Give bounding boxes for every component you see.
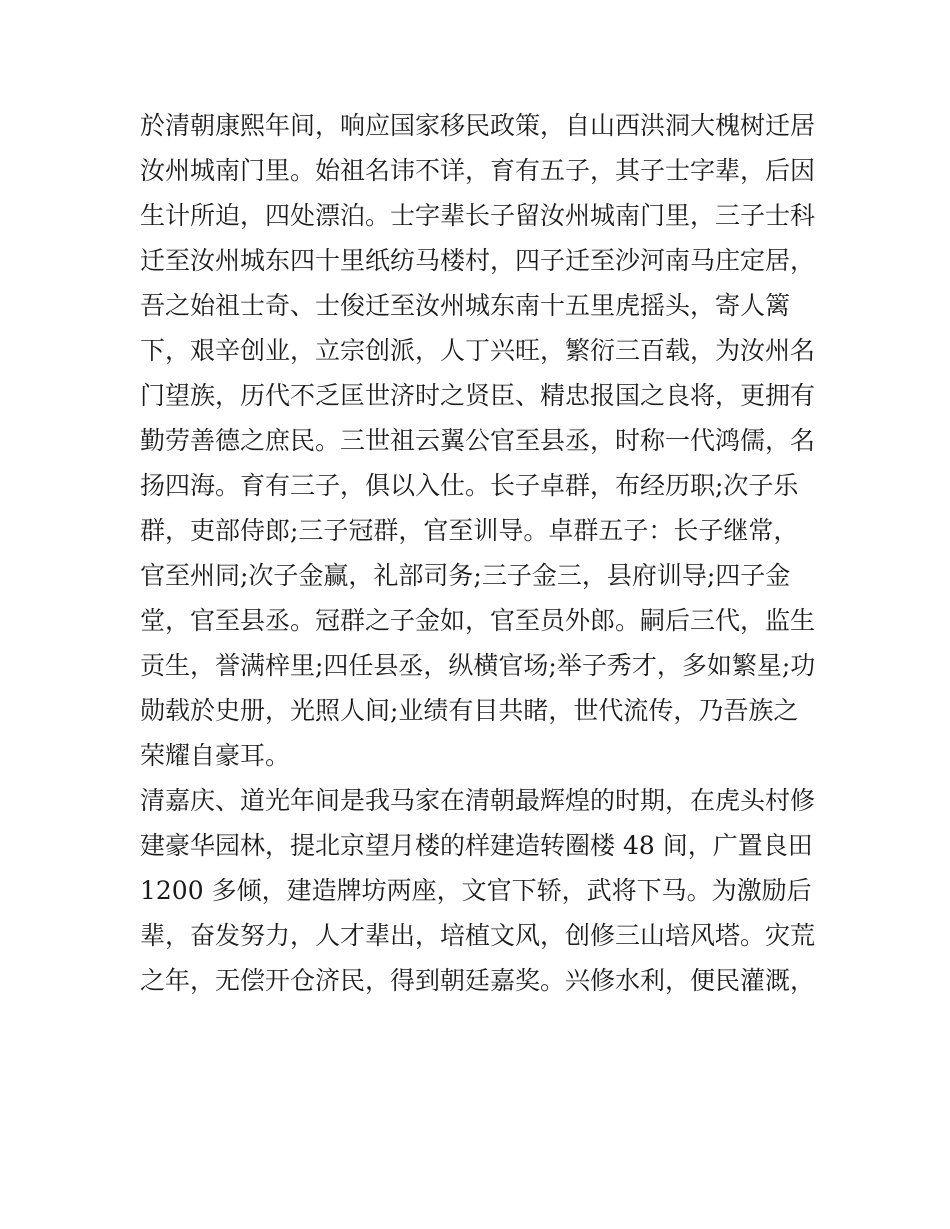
text-line-12: 堂，官至县丞。冠群之子金如，官至员外郎。嗣后三代，监生 (140, 606, 816, 635)
body-text (140, 103, 820, 1003)
text-line-5: 吾之始祖士奇、士俊迁至汝州城东南十五里虎摇头，寄人篱 (140, 291, 791, 320)
text-line-13: 贡生，誉满梓里;四任县丞，纵横官场;举子秀才，多如繁星;功 (140, 651, 816, 680)
text-line-1: 於清朝康熙年间，响应国家移民政策，自山西洪洞大槐树迁居 (140, 111, 816, 140)
text-line-9: 扬四海。育有三子，俱以入仕。长子卓群，布经历职;次子乐 (140, 471, 799, 500)
text-line-7: 门望族，历代不乏匡世济时之贤臣、精忠报国之良将，更拥有 (140, 381, 816, 410)
text-line-3: 生计所迫，四处漂泊。士字辈长子留汝州城南门里，三子士科 (140, 201, 816, 230)
text-line-11: 官至州同;次子金赢，礼部司务;三子金三，县府训导;四子金 (140, 561, 791, 590)
text-line-14: 勋载於史册，光照人间;业绩有目共睹，世代流传，乃吾族之 (140, 696, 799, 725)
text-line-10: 群，吏部侍郎;三子冠群，官至训导。卓群五子：长子继常， (140, 516, 799, 545)
text-line-17: 建豪华园林，提北京望月楼的样建造转圈楼 48 间，广置良田 (140, 831, 813, 860)
text-line-8: 勤劳善德之庶民。三世祖云翼公官至县丞，时称一代鸿儒，名 (140, 426, 816, 455)
text-line-19: 辈，奋发努力，人才辈出，培植文风，创修三山培风塔。灾荒 (140, 921, 816, 950)
text-line-20: 之年，无偿开仓济民，得到朝廷嘉奖。兴修水利，便民灌溉， (140, 966, 816, 995)
text-line-4: 迁至汝州城东四十里纸纺马楼村，四子迁至沙河南马庄定居， (140, 246, 816, 275)
text-line-18: 1200 多倾，建造牌坊两座，文官下轿，武将下马。为激励后 (140, 876, 812, 905)
text-line-16: 清嘉庆、道光年间是我马家在清朝最辉煌的时期，在虎头村修 (140, 786, 816, 815)
text-line-15: 荣耀自豪耳。 (140, 741, 291, 770)
text-line-6: 下，艰辛创业，立宗创派，人丁兴旺，繁衍三百载，为汝州名 (140, 336, 816, 365)
text-line-2: 汝州城南门里。始祖名讳不详，育有五子，其子士字辈，后因 (140, 156, 816, 185)
